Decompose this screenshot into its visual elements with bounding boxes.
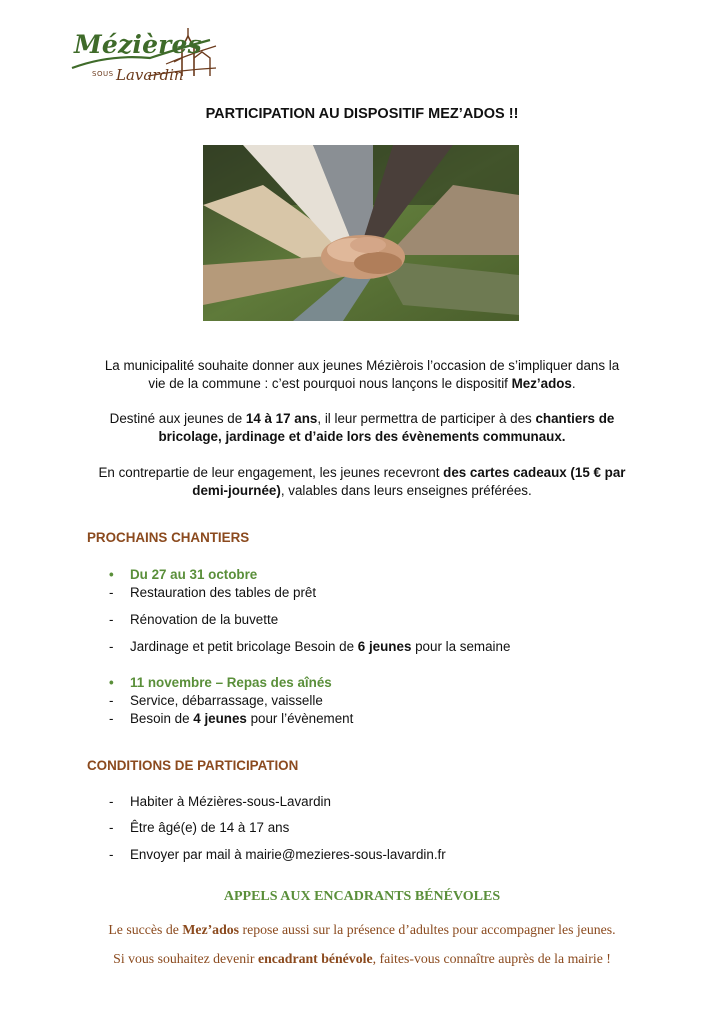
chantier-group-2-title — [109, 675, 332, 690]
hands-together-photo — [203, 145, 519, 321]
dash-marker: - — [109, 820, 114, 835]
age-range-bold: 14 à 17 ans — [245, 411, 318, 426]
list-item-text: Envoyer par mail à mairie@mezieres-sous-lavardin.fr — [130, 847, 446, 862]
dash-marker: - — [109, 585, 114, 600]
intro-line: La municipalité souhaite donner aux jeunes Mézièrois l’occasion de s’impliquer dans la — [104, 358, 620, 373]
chantiers-heading: PROCHAINS CHANTIERS — [87, 530, 250, 545]
group-title-text: Du 27 au 31 octobre — [130, 567, 258, 582]
gift-cards-bold: demi-journée) — [192, 483, 281, 498]
intro-line — [80, 464, 644, 482]
list-item-text: Service, débarrassage, vaisselle — [130, 693, 323, 708]
intro-text: vie de la commune : c’est pourquoi nous lançons le dispositif — [148, 376, 512, 391]
list-item-text: Habiter à Mézières-sous-Lavardin — [130, 794, 331, 809]
list-item — [109, 693, 323, 708]
intro-text: En contrepartie de leur engagement, les jeunes recevront — [98, 465, 444, 480]
intro-text: , il leur permettra de participer à des — [317, 411, 536, 426]
dash-marker: - — [109, 711, 114, 726]
bullet-icon: • — [109, 675, 114, 690]
count-bold: 6 jeunes — [357, 639, 412, 654]
conditions-heading: CONDITIONS DE PARTICIPATION — [87, 758, 299, 773]
list-item — [109, 847, 446, 862]
intro-text: . — [571, 376, 576, 391]
list-item-text: Être âgé(e) de 14 à 17 ans — [130, 820, 290, 835]
intro-paragraph-3 — [80, 464, 644, 500]
dash-marker: - — [109, 612, 114, 627]
list-item — [109, 820, 289, 835]
logo-lavardin: Lavardin — [116, 66, 184, 84]
list-item-text: Restauration des tables de prêt — [130, 585, 317, 600]
page-title: PARTICIPATION AU DISPOSITIF MEZ’ADOS !! — [205, 106, 519, 122]
intro-text: , valables dans leurs enseignes préférées. — [280, 483, 532, 498]
appels-text: , faites-vous connaître auprès de la mairie ! — [372, 951, 611, 966]
mezados-bold: Mez’ados — [511, 376, 572, 391]
appels-text: repose aussi sur la présence d’adultes pour accompagner les jeunes. — [239, 922, 616, 937]
mezados-bold: Mez’ados — [182, 922, 240, 937]
intro-line — [80, 482, 644, 500]
chantier-group-1-title — [109, 567, 257, 582]
logo — [70, 18, 220, 88]
dash-marker: - — [109, 794, 114, 809]
logo-sous: SOUS — [92, 70, 114, 78]
appels-heading: APPELS AUX ENCADRANTS BÉNÉVOLES — [223, 889, 501, 904]
intro-line — [80, 375, 644, 393]
list-item-text: Jardinage et petit bricolage Besoin de — [130, 639, 358, 654]
bullet-icon: • — [109, 567, 114, 582]
intro-line — [80, 428, 644, 446]
appels-line-1 — [0, 922, 724, 938]
dash-marker: - — [109, 693, 114, 708]
list-item-text: pour l’évènement — [246, 711, 354, 726]
list-item-text: Rénovation de la buvette — [130, 612, 279, 627]
appels-text: Si vous souhaitez devenir — [113, 951, 258, 966]
chantiers-bold: chantiers de — [535, 411, 615, 426]
chantiers-bold: bricolage, jardinage et d’aide lors des évènements communaux. — [158, 429, 566, 444]
dash-marker: - — [109, 639, 114, 654]
list-item — [109, 612, 278, 627]
dash-marker: - — [109, 847, 114, 862]
gift-cards-bold: des cartes cadeaux (15 € par — [443, 465, 626, 480]
group-title-text: 11 novembre – Repas des aînés — [130, 675, 332, 690]
list-item — [109, 711, 353, 726]
list-item-text: Besoin de — [130, 711, 194, 726]
appels-line-2 — [0, 951, 724, 967]
encadrant-bold: encadrant bénévole — [257, 951, 373, 966]
appels-text: Le succès de — [108, 922, 183, 937]
intro-line — [80, 410, 644, 428]
list-item-text: pour la semaine — [411, 639, 511, 654]
list-item — [109, 639, 510, 654]
intro-paragraph-2 — [80, 410, 644, 446]
list-item — [109, 794, 331, 809]
list-item — [109, 585, 316, 600]
count-bold: 4 jeunes — [193, 711, 247, 726]
intro-text: Destiné aux jeunes de — [109, 411, 246, 426]
logo-name: Mézières — [74, 30, 202, 59]
intro-paragraph-1 — [80, 357, 644, 393]
